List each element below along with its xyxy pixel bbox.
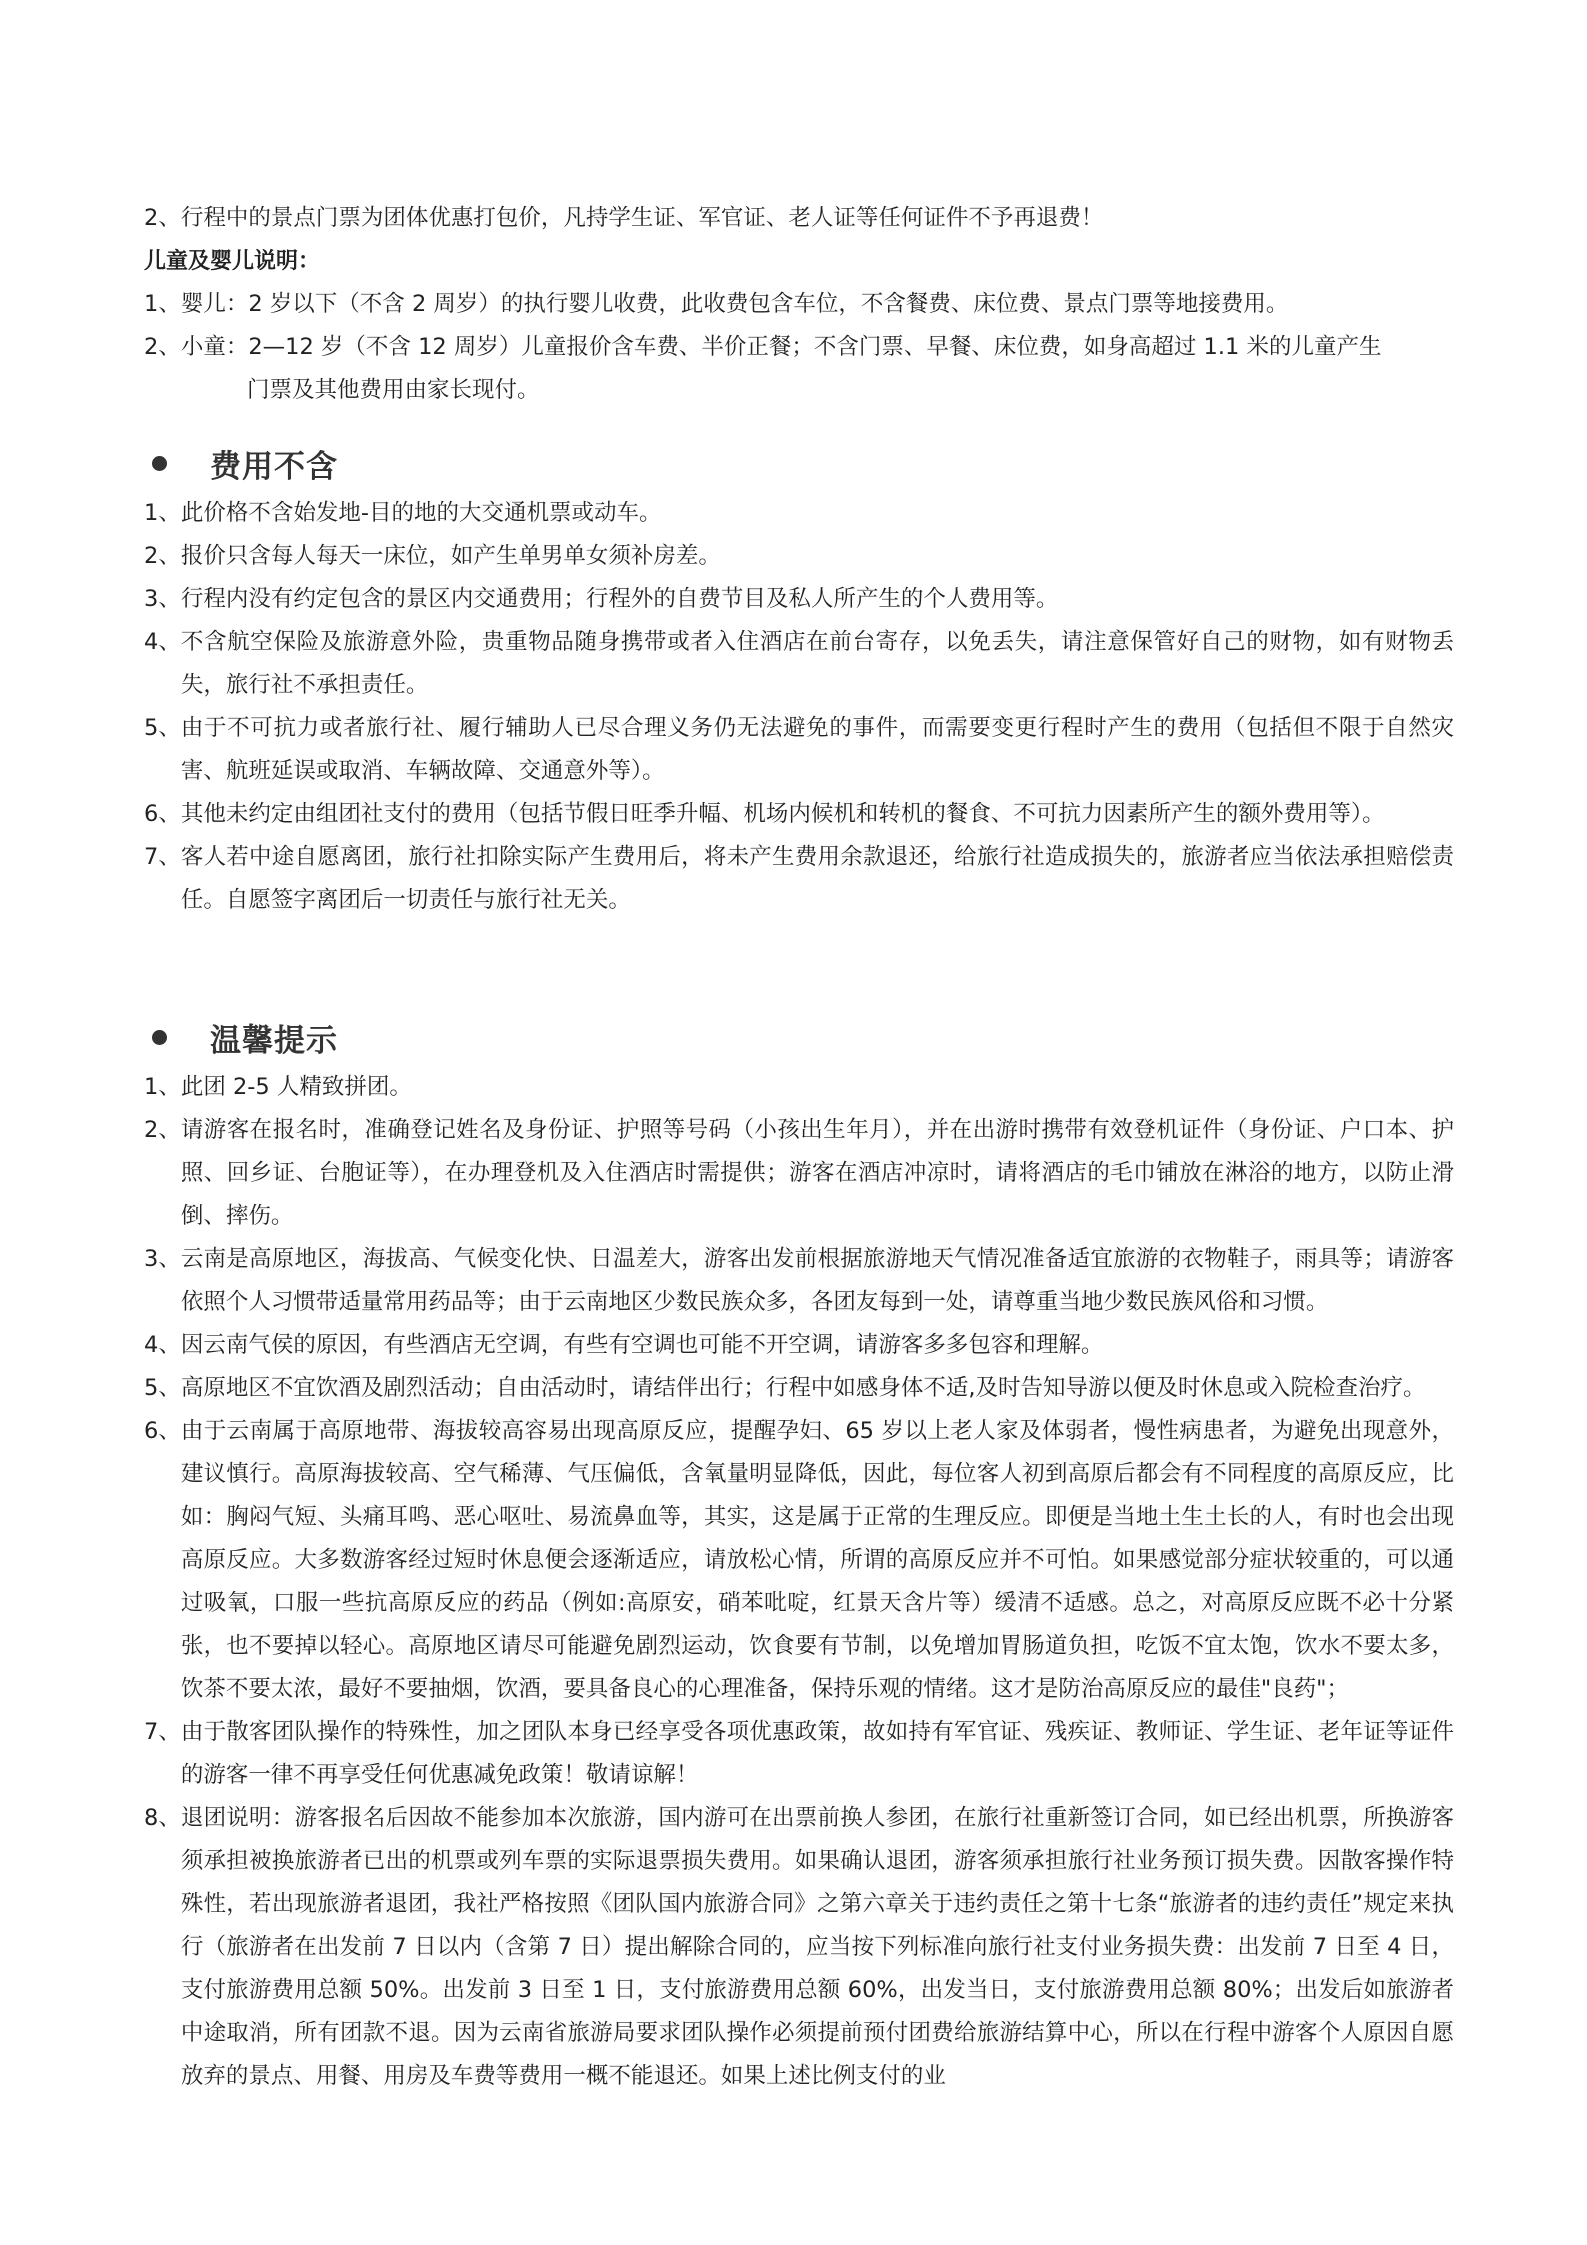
item-number: 2、 <box>144 205 181 231</box>
item-text: 此团 2-5 人精致拼团。 <box>180 1074 412 1100</box>
section-excluded-costs <box>144 434 1454 492</box>
page-content <box>144 197 1454 2098</box>
item-number: 7、 <box>144 844 181 870</box>
item-number: 2、 <box>144 543 181 569</box>
list-item <box>144 326 1454 369</box>
list-item <box>144 793 1454 836</box>
list-item <box>144 1109 1454 1238</box>
list-item <box>144 707 1454 793</box>
list-item <box>144 1410 1454 1711</box>
item-number: 4、 <box>144 1332 181 1358</box>
excluded-list <box>144 492 1454 922</box>
item-text: 高原地区不宜饮酒及剧烈活动；自由活动时，请结伴出行；行程中如感身体不适,及时告知导游以便及时休息或入院检查治疗。 <box>180 1375 1426 1401</box>
bullet-icon <box>152 1030 167 1045</box>
item-text: 其他未约定由组团社支付的费用（包括节假日旺季升幅、机场内候机和转机的餐食、不可抗力因素所产生的额外费用等）。 <box>180 801 1385 827</box>
item-text: 此价格不含始发地-目的地的大交通机票或动车。 <box>180 500 662 526</box>
item-number: 2、 <box>144 334 181 360</box>
item-text: 小童：2—12 岁（不含 12 周岁）儿童报价含车费、半价正餐；不含门票、早餐、床位费，如身高超过 1.1 米的儿童产生 <box>180 334 1382 360</box>
item-number: 1、 <box>144 291 181 317</box>
tips-list <box>144 1066 1454 2098</box>
item-number: 6、 <box>144 1418 181 1444</box>
item-text: 婴儿：2 岁以下（不含 2 周岁）的执行婴儿收费，此收费包含车位，不含餐费、床位费、景点门票等地接费用。 <box>180 291 1289 317</box>
list-item <box>144 1238 1454 1324</box>
section-tips <box>144 1008 1454 1066</box>
item-number: 3、 <box>144 1246 181 1272</box>
item-text: 行程内没有约定包含的景区内交通费用；行程外的自费节目及私人所产生的个人费用等。 <box>180 586 1059 612</box>
spacer <box>144 922 1454 986</box>
bullet-icon <box>152 456 167 471</box>
item-number: 6、 <box>144 801 181 827</box>
item-text: 不含航空保险及旅游意外险，贵重物品随身携带或者入住酒店在前台寄存，以免丢失，请注意保管好自己的财物，如有财物丢失，旅行社不承担责任。 <box>180 629 1454 698</box>
item-text: 行程中的景点门票为团体优惠打包价，凡持学生证、军官证、老人证等任何证件不予再退费！ <box>180 205 1104 231</box>
item-text: 退团说明：游客报名后因故不能参加本次旅游，国内游可在出票前换人参团，在旅行社重新签订合同，如已经出机票，所换游客须承担被换旅游者已出的机票或列车票的实际退票损失费用。如果确认退团，游客须承担旅行社业务预订损失费。因散客操作特殊性，若出现旅游者退团，我社严格按照《团队国内旅游合同》之第六章关于违约责任之第十七条“旅游者的违约责任”规定来执行（旅游者在出发前 7 日以内（含第 7 日）提出解除合同的，应当按下列标准向旅行社支付业务损失费：出发前 7 日至 4 日，支付旅游费用总额 50%。出发前 3 日至 1 日，支付旅游费用总额 60%，出发当日，支付旅游费用总额 80%；出发后如旅游者中途取消，所有团款不退。因为云南省旅游局要求团队操作必须提前预付团费给旅游结算中心，所以在行程中游客个人原因自愿放弃的景点、用餐、用房及车费等费用一概不能退还。如果上述比例支付的业 <box>180 1805 1454 2089</box>
list-item <box>144 621 1454 707</box>
list-item <box>144 283 1454 326</box>
section-title: 温馨提示 <box>210 1022 338 1059</box>
item-number: 4、 <box>144 629 181 655</box>
item-number: 1、 <box>144 1074 181 1100</box>
item-number: 5、 <box>144 715 181 741</box>
list-item <box>144 578 1454 621</box>
section-title: 费用不含 <box>210 448 338 485</box>
item-number: 3、 <box>144 586 181 612</box>
list-item <box>144 1711 1454 1797</box>
item-text: 因云南气侯的原因，有些酒店无空调，有些有空调也可能不开空调，请游客多多包容和理解。 <box>180 1332 1104 1358</box>
ticket-note <box>144 197 1454 240</box>
item-text: 由于散客团队操作的特殊性，加之团队本身已经享受各项优惠政策，故如持有军官证、残疾证、教师证、学生证、老年证等证件的游客一律不再享受任何优惠减免政策！敬请谅解！ <box>180 1719 1454 1788</box>
list-item <box>144 836 1454 922</box>
list-item <box>144 1367 1454 1410</box>
list-item <box>144 1066 1454 1109</box>
item-text: 请游客在报名时，准确登记姓名及身份证、护照等号码（小孩出生年月），并在出游时携带有效登机证件（身份证、户口本、护照、回乡证、台胞证等），在办理登机及入住酒店时需提供；游客在酒店冲凉时，请将酒店的毛巾铺放在淋浴的地方，以防止滑倒、摔伤。 <box>180 1117 1454 1229</box>
item-continuation: 门票及其他费用由家长现付。 <box>247 377 540 403</box>
item-text: 由于不可抗力或者旅行社、履行辅助人已尽合理义务仍无法避免的事件，而需要变更行程时产生的费用（包括但不限于自然灾害、航班延误或取消、车辆故障、交通意外等）。 <box>180 715 1454 784</box>
item-number: 5、 <box>144 1375 181 1401</box>
item-number: 8、 <box>144 1805 181 1831</box>
list-item <box>144 1797 1454 2098</box>
item-number: 7、 <box>144 1719 181 1745</box>
item-text: 由于云南属于高原地带、海拔较高容易出现高原反应，提醒孕妇、65 岁以上老人家及体弱者，慢性病患者，为避免出现意外，建议慎行。高原海拔较高、空气稀薄、气压偏低，含氧量明显降低，因此，每位客人初到高原后都会有不同程度的高原反应，比如：胸闷气短、头痛耳鸣、恶心呕吐、易流鼻血等，其实，这是属于正常的生理反应。即便是当地土生土长的人，有时也会出现高原反应。大多数游客经过短时休息便会逐渐适应，请放松心情，所谓的高原反应并不可怕。如果感觉部分症状较重的，可以通过吸氧，口服一些抗高原反应的药品（例如:高原安，硝苯吡啶，红景天含片等）缓清不适感。总之，对高原反应既不必十分紧张，也不要掉以轻心。高原地区请尽可能避免剧烈运动，饮食要有节制，以免增加胃肠道负担，吃饭不宜太饱，饮水不要太多，饮茶不要太浓，最好不要抽烟，饮酒，要具备良心的心理准备，保持乐观的情绪。这才是防治高原反应的最佳"良药"； <box>180 1418 1454 1702</box>
list-item <box>144 1324 1454 1367</box>
list-item <box>144 535 1454 578</box>
item-number: 2、 <box>144 1117 181 1143</box>
item-text: 客人若中途自愿离团，旅行社扣除实际产生费用后，将未产生费用余款退还，给旅行社造成损失的，旅游者应当依法承担赔偿责任。自愿签字离团后一切责任与旅行社无关。 <box>180 844 1454 913</box>
item-text: 报价只含每人每天一床位，如产生单男单女须补房差。 <box>180 543 721 569</box>
item-number: 1、 <box>144 500 181 526</box>
children-heading: 儿童及婴儿说明： <box>144 249 321 274</box>
item-text: 云南是高原地区，海拔高、气候变化快、日温差大，游客出发前根据旅游地天气情况准备适宜旅游的衣物鞋子，雨具等；请游客依照个人习惯带适量常用药品等；由于云南地区少数民族众多，各团友每到一处，请尊重当地少数民族风俗和习惯。 <box>180 1246 1454 1315</box>
list-item <box>144 492 1454 535</box>
